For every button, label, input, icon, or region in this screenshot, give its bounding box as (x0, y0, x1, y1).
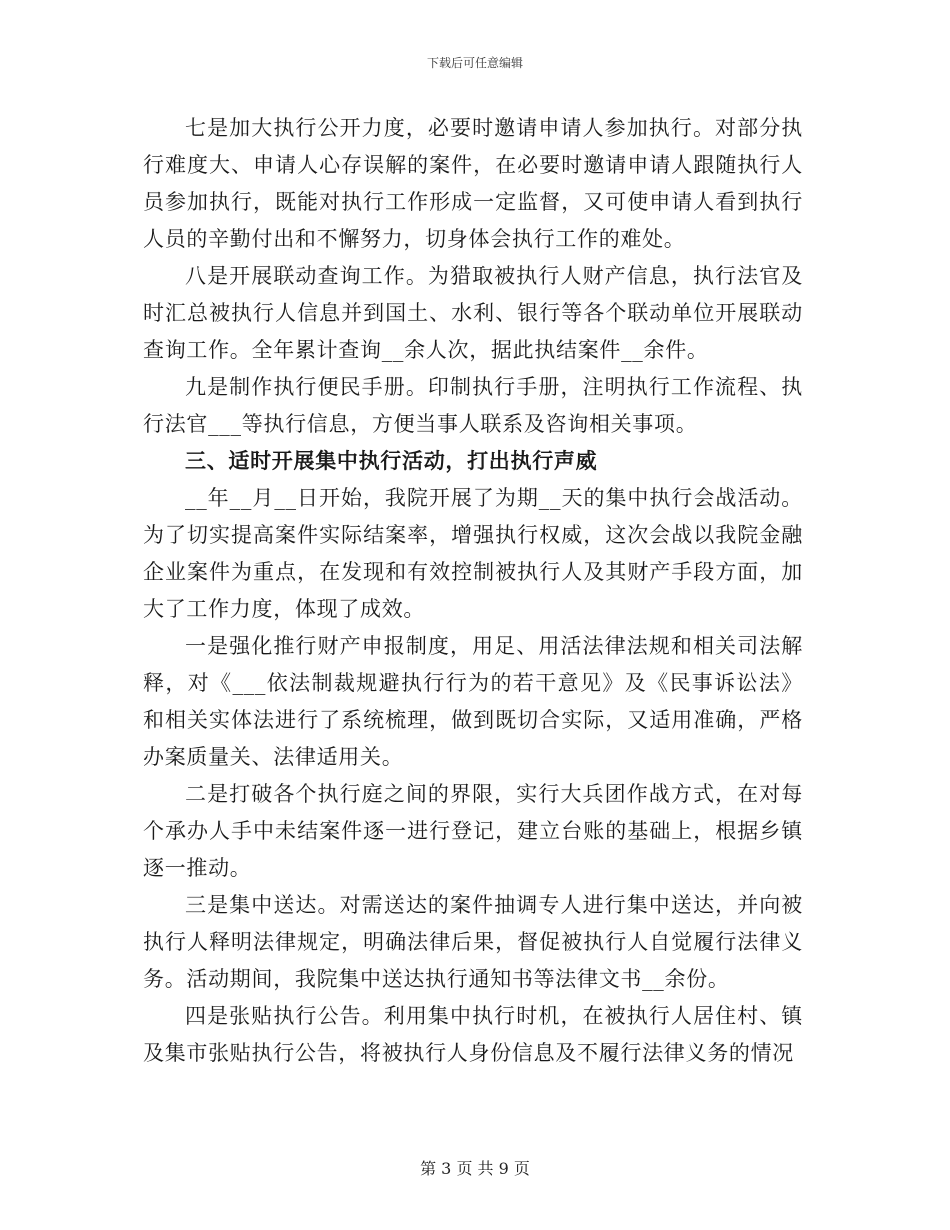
paragraph-campaign-intro: __年__月__日开始，我院开展了为期__天的集中执行会战活动。为了切实提高案件实际结案率，增强执行权威，这次会战以我院金融企业案件为重点，在发现和有效控制被执行人及其财产手段方面，加大了工作力度，体现了成效。 (143, 486, 803, 621)
paragraph-7-public-execution: 七是加大执行公开力度，必要时邀请申请人参加执行。对部分执行难度大、申请人心存误解的案件，在必要时邀请申请人跟随执行人员参加执行，既能对执行工作形成一定监督，又可使申请人看到执行人员的辛勤付出和不懈努力，切身体会执行工作的难处。 (143, 116, 803, 251)
paragraph-1-property-declaration: 一是强化推行财产申报制度，用足、用活法律法规和相关司法解释，对《___依法制裁规避执行行为的若干意见》及《民事诉讼法》和相关实体法进行了系统梳理，做到既切合实际，又适用准确，严格办案质量关、法律适用关。 (143, 634, 803, 769)
section-heading: 三、适时开展集中执行活动，打出执行声威 (185, 449, 598, 473)
paragraph-9-handbook: 九是制作执行便民手册。印制执行手册，注明执行工作流程、执行法官___等执行信息，方便当事人联系及咨询相关事项。 (143, 375, 803, 436)
page-number: 第 3 页 共 9 页 (420, 1159, 530, 1178)
paragraph-8-joint-inquiry: 八是开展联动查询工作。为猎取被执行人财产信息，执行法官及时汇总被执行人信息并到国土、水利、银行等各个联动单位开展联动查询工作。全年累计查询__余人次，据此执结案件__余件。 (143, 264, 803, 362)
paragraph-3-centralized-service: 三是集中送达。对需送达的案件抽调专人进行集中送达，并向被执行人释明法律规定，明确法律后果，督促被执行人自觉履行法律义务。活动期间，我院集中送达执行通知书等法律文书__余份。 (143, 893, 803, 991)
paragraph-4-public-notice: 四是张贴执行公告。利用集中执行时机，在被执行人居住村、镇及集市张贴执行公告，将被执行人身份信息及不履行法律义务的情况 (143, 1004, 803, 1065)
document-body (143, 110, 803, 1072)
paragraph-2-joint-operation: 二是打破各个执行庭之间的界限，实行大兵团作战方式，在对每个承办人手中未结案件逐一进行登记，建立台账的基础上，根据乡镇逐一推动。 (143, 782, 803, 880)
page-header: 下载后可任意编辑 (426, 56, 523, 70)
